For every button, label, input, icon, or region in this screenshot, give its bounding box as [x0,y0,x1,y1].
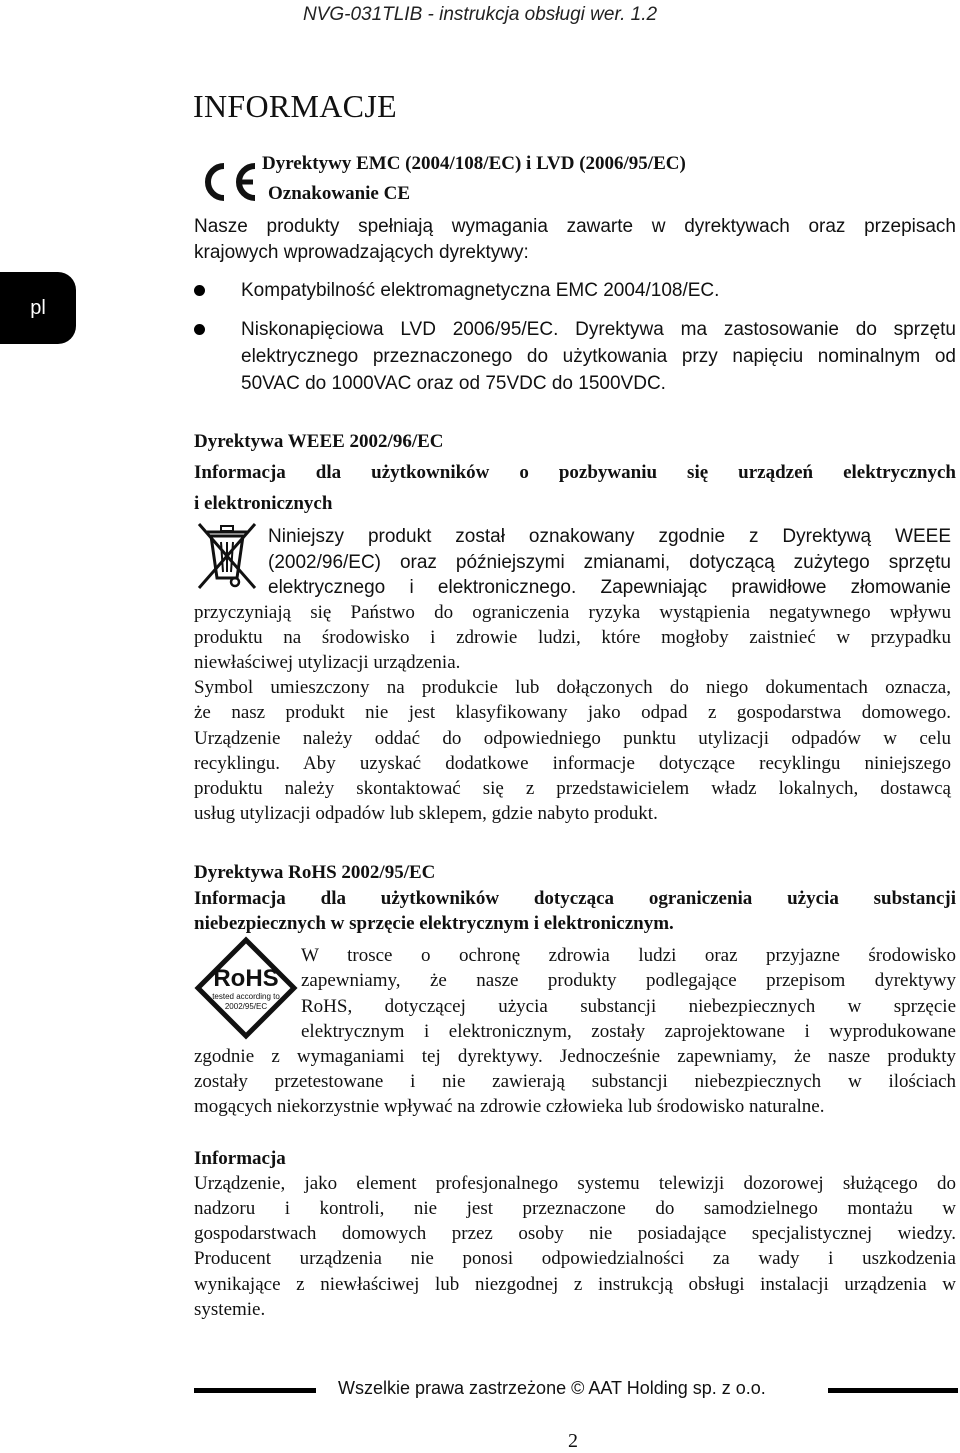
ce-intro-line: Nasze produkty spełniają wymagania zawarte w dyrektywach oraz przepisach [194,216,956,237]
rohs-section-subtitle: niebezpiecznych w sprzęcie elektrycznym i elektronicznym. [194,913,674,934]
info-paragraph-line: nadzoru i kontroli, nie jest przeznaczone do samodzielnego montażu w [194,1198,956,1219]
bullet-item-emc: Kompatybilność elektromagnetyczna EMC 2004/108/EC. [241,280,720,301]
bullet-item-lvd: Niskonapięciowa LVD 2006/95/EC. Dyrektywa ma zastosowanie do sprzętu [241,319,956,340]
weee-paragraph-line: niewłaściwej utylizacji urządzenia. [194,652,461,673]
bullet-item-lvd-continued: 50VAC do 1000VAC oraz od 75VDC do 1500VDC. [241,373,666,394]
weee-section-title: Dyrektywa WEEE 2002/96/EC [194,431,444,452]
info-section-title: Informacja [194,1148,286,1169]
footer-rule-left [194,1388,316,1393]
ce-section-subtitle: Oznakowanie CE [268,183,410,204]
weee-paragraph-line: elektrycznego i elektronicznego. Zapewniając prawidłowe złomowanie [268,577,951,598]
page-title: INFORMACJE [193,88,397,124]
footer-rule-right [828,1388,958,1393]
weee-section-subtitle: Informacja dla użytkowników o pozbywaniu się urządzeń elektrycznych [194,462,956,483]
weee-paragraph-line: recyklingu. Aby uzyskać dodatkowe informacje dotyczące recyklingu niniejszego [194,753,951,774]
info-paragraph-line: systemie. [194,1299,266,1320]
weee-paragraph-line: (2002/96/EC) oraz późniejszymi zmianami, dotyczącą zużytego sprzętu [268,552,951,573]
info-paragraph-line: Producent urządzenia nie ponosi odpowiedzialności za wady i uszkodzenia [194,1248,956,1269]
rohs-logo-icon [194,936,298,1040]
ce-section-title: Dyrektywy EMC (2004/108/EC) i LVD (2006/95/EC) [262,153,686,174]
rohs-paragraph-line: zgodnie z wymaganiami tej dyrektywy. Jednocześnie zapewniamy, że nasze produkty [194,1046,956,1067]
rohs-paragraph-line: RoHS, dotyczącej użycia substancji niebezpiecznych w sprzęcie [301,996,956,1017]
language-tab-label: pl [30,296,46,319]
weee-paragraph-line: Urządzenie należy oddać do odpowiedniego punktu utylizacji odpadów w celu [194,728,951,749]
info-paragraph-line: Urządzenie, jako element profesjonalnego systemu telewizji dozorowej służącego do [194,1173,956,1194]
rohs-section-subtitle: Informacja dla użytkowników dotycząca ograniczenia użycia substancji [194,888,956,909]
weee-section-subtitle: i elektronicznych [194,493,333,514]
bullet-dot-icon [194,285,205,296]
rohs-logo-main-text: RoHS [213,965,279,992]
rohs-logo-sub-text: tested according to [212,992,280,1001]
weee-paragraph-line: Niniejszy produkt został oznakowany zgodnie z Dyrektywą WEEE [268,526,951,547]
rohs-logo-sub-text: 2002/95/EC [224,1002,268,1011]
footer-copyright: Wszelkie prawa zastrzeżone © AAT Holding sp. z o.o. [338,1378,766,1398]
bullet-dot-icon [194,324,205,335]
weee-paragraph-line: Symbol umieszczony na produkcie lub dołączonych do niego dokumentach oznacza, [194,677,951,698]
language-tab [0,272,76,344]
info-paragraph-line: gospodarstwach domowych przez osoby nie posiadające specjalistycznej wiedzy. [194,1223,956,1244]
ce-intro-line: krajowych wprowadzających dyrektywy: [194,242,529,263]
weee-paragraph-line: produktu na środowisko i zdrowie ludzi, które mogłoby zaistnieć w przypadku [194,627,951,648]
weee-paragraph-line: produktu należy skontaktować się z przedstawicielem władz lokalnych, dostawcą [194,778,951,799]
crossed-out-bin-icon [193,520,261,592]
ce-mark-icon [197,160,261,204]
weee-paragraph-line: przyczyniają się Państwo do ograniczenia ryzyka wystąpienia negatywnego wpływu [194,602,951,623]
rohs-paragraph-line: mogących niekorzystnie wpływać na zdrowie człowieka lub środowisko naturalne. [194,1096,825,1117]
rohs-paragraph-line: elektrycznym i elektronicznym, zostały zaprojektowane i wyprodukowane [301,1021,956,1042]
bullet-item-lvd-continued: elektrycznego przeznaczonego do użytkowania przy napięciu nominalnym od [241,346,956,367]
rohs-section-title: Dyrektywa RoHS 2002/95/EC [194,862,436,883]
rohs-paragraph-line: W trosce o ochronę zdrowia ludzi oraz przyjazne środowisko [301,945,956,966]
document-header-title: NVG-031TLIB - instrukcja obsługi wer. 1.2 [302,4,658,25]
rohs-paragraph-line: zostały przetestowane i nie zawierają substancji niebezpiecznych w ilościach [194,1071,956,1092]
weee-paragraph-line: usług utylizacji odpadów lub sklepem, gdzie nabyto produkt. [194,803,658,824]
rohs-paragraph-line: zapewniamy, że nasze produkty podlegające przepisom dyrektywy [301,970,956,991]
info-paragraph-line: wynikające z niewłaściwej lub niezgodnej z instrukcją obsługi instalacji urządzenia w [194,1274,956,1295]
weee-paragraph-line: że nasz produkt nie jest klasyfikowany jako odpad z gospodarstwa domowego. [194,702,951,723]
page-number: 2 [568,1430,578,1452]
